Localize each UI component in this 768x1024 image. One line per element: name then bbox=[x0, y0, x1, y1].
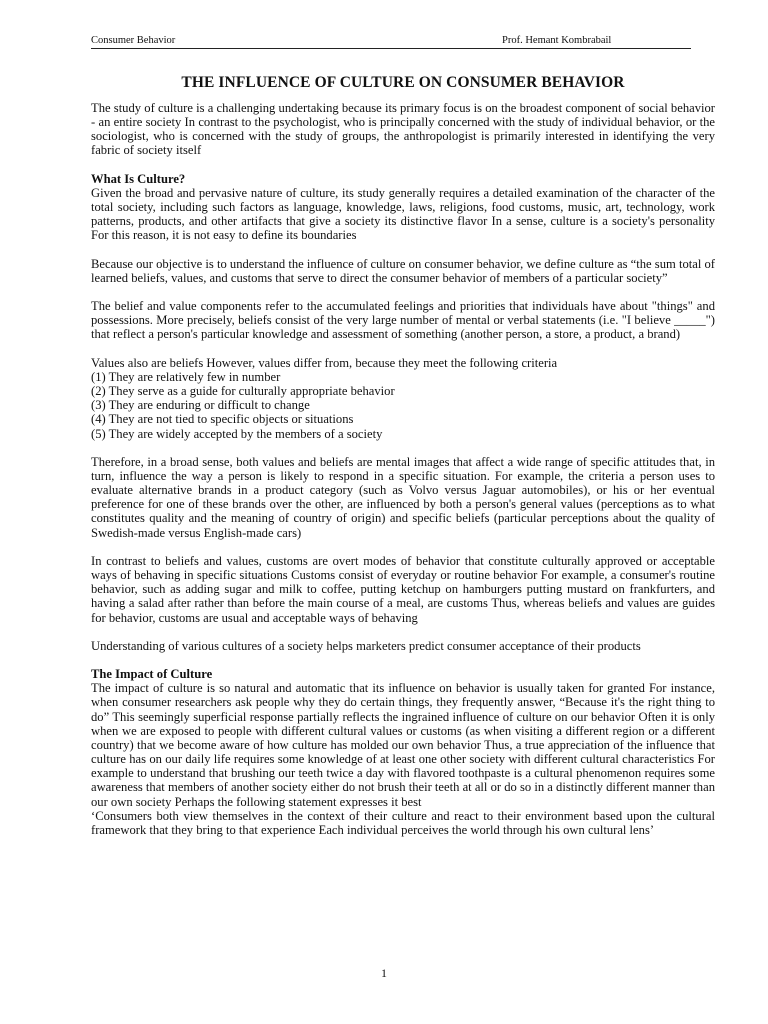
document-body bbox=[91, 101, 715, 837]
intro-paragraph: The study of culture is a challenging undertaking because its primary focus is on the broadest component of social behavior - an entire society In contrast to the psychologist, who is principally concerned with the study of individual behavior, or the sociologist, who is concerned with the study of groups, the anthropologist is primarily interested in identifying the very fabric of society itself bbox=[91, 101, 715, 158]
section-heading-what-is-culture: What Is Culture? bbox=[91, 171, 186, 186]
culture-definition-paragraph: Given the broad and pervasive nature of culture, its study generally requires a detailed examination of the character of the total society, including such factors as language, knowledge, laws, religions, food customs, music, art, technology, work patterns, products, and other artifacts that give a society its distinctive flavor In a sense, culture is a society's personality For this reason, it is not easy to define its boundaries bbox=[91, 185, 715, 243]
belief-value-paragraph: The belief and value components refer to the accumulated feelings and priorities that individuals have about "things" and possessions. More precisely, beliefs consist of the very large number of mental or verbal statements (i.e. "I believe _____") that reflect a person's particular knowledge and assessment of something (another person, a store, a product, a brand) bbox=[91, 299, 715, 342]
understanding-paragraph: Understanding of various cultures of a society helps marketers predict consumer acceptance of their products bbox=[91, 638, 641, 653]
customs-paragraph: In contrast to beliefs and values, customs are overt modes of behavior that constitute culturally approved or acceptable ways of behaving in specific situations Customs consist of everyday or routine behavior For example, a consumer's routine behavior, such as adding sugar and milk to coffee, putting ketchup on hamburgers putting mustard on frankfurters, and having a salad after rather than before the main course of a meal, are customs Thus, whereas beliefs and values are guides for behavior, customs are usual and acceptable ways of behaving bbox=[91, 553, 715, 625]
document-title: THE INFLUENCE OF CULTURE ON CONSUMER BEHAVIOR bbox=[181, 74, 625, 91]
criteria-item: (4) They are not tied to specific objects or situations bbox=[91, 412, 354, 427]
impact-paragraph: The impact of culture is so natural and automatic that its influence on behavior is usually taken for granted For instance, when consumer researchers ask people why they do certain things, they frequently answer, “Because it's the right thing to do” This seemingly superficial response partially reflects the ingrained influence of culture on our behavior Often it is only when we are exposed to people with different cultural values or customs (as when visiting a different region or a different country) that we become aware of how culture has molded our own behavior Thus, a true appreciation of the influence that culture has on our daily life requires some knowledge of at least one other society with different cultural characteristics For example to understand that brushing our teeth twice a day with flavored toothpaste is a cultural phenomenon requires some awareness that members of another society either do not brush their teeth at all or do so in a distinctly different manner than our own society Perhaps the following statement expresses it best bbox=[91, 681, 715, 809]
criteria-list bbox=[91, 370, 715, 441]
criteria-item: (1) They are relatively few in number bbox=[91, 369, 281, 384]
criteria-item: (3) They are enduring or difficult to change bbox=[91, 398, 310, 413]
quote-paragraph: ‘Consumers both view themselves in the context of their culture and react to their environment based upon the cultural framework that they bring to that experience Each individual perceives the world through his own cultural lens’ bbox=[91, 808, 715, 837]
header-course-title: Consumer Behavior bbox=[91, 35, 176, 46]
section-heading-impact-of-culture: The Impact of Culture bbox=[91, 667, 213, 682]
page-number: 1 bbox=[381, 966, 387, 980]
criteria-item: (2) They serve as a guide for culturally appropriate behavior bbox=[91, 384, 395, 399]
page-header bbox=[91, 34, 691, 49]
values-beliefs-paragraph: Therefore, in a broad sense, both values and beliefs are mental images that affect a wide range of specific attitudes that, in turn, influence the way a person is likely to respond in a specific situation. For example, the criteria a person uses to evaluate alternative brands in a product category (such as Volvo versus Jaguar automobiles), or his or her eventual preference for one of these brands over the other, are influenced by both a person's general values (perceptions as to what constitutes quality and the meaning of country of origin) and specific beliefs (particular perceptions about the quality of Swedish-made versus English-made cars) bbox=[91, 454, 715, 540]
header-author: Prof. Hemant Kombrabail bbox=[502, 35, 612, 46]
values-intro: Values also are beliefs However, values differ from, because they meet the following criteria bbox=[91, 355, 558, 370]
objective-paragraph: Because our objective is to understand the influence of culture on consumer behavior, we define culture as “the sum total of learned beliefs, values, and customs that serve to direct the consumer behavior of members of a particular society” bbox=[91, 256, 715, 285]
criteria-item: (5) They are widely accepted by the members of a society bbox=[91, 426, 383, 441]
